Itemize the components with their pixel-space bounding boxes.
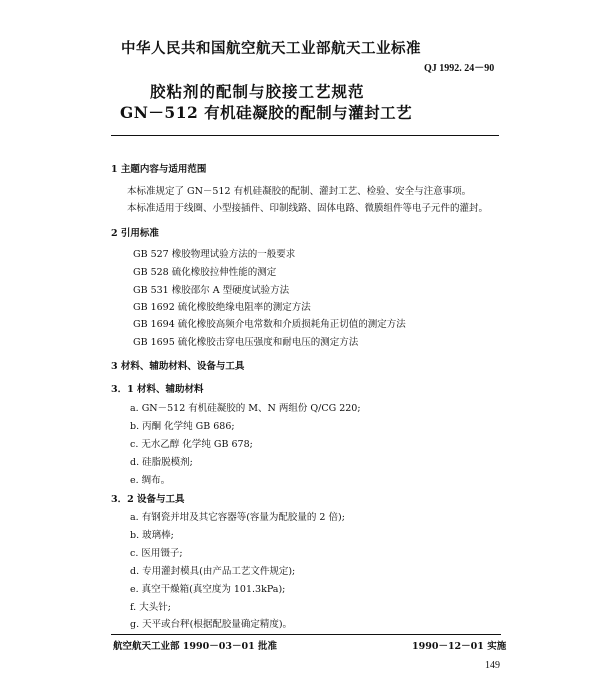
section2-heading: 2 引用标准	[111, 228, 159, 239]
header-divider	[111, 135, 499, 136]
section3-1-heading: 3．1 材料、辅助材料	[111, 384, 204, 395]
ref-item: GB 528 硫化橡胶拉伸性能的测定	[133, 267, 277, 278]
effective-date: 1990－12－01 实施	[412, 641, 507, 652]
material-item: b. 丙酮 化学纯 GB 686;	[130, 421, 235, 432]
equipment-item: g. 天平或台秤(根据配胶量确定精度)。	[130, 619, 293, 630]
section1-line2: 本标准适用于线圈、小型接插件、印制线路、固体电路、微膜组件等电子元件的灌封。	[127, 203, 489, 214]
equipment-item: b. 玻璃棒;	[130, 530, 174, 541]
equipment-item: a. 有钢瓷并坩及其它容器等(容量为配胶量的 2 倍);	[130, 512, 345, 523]
section1-line1: 本标准规定了 GN－512 有机硅凝胶的配制、灌封工艺、检验、安全与注意事项。	[127, 186, 472, 197]
document-title-line2: GN－512 有机硅凝胶的配制与灌封工艺	[120, 103, 413, 122]
equipment-item: d. 专用灌封模具(由产品工艺文件规定);	[130, 566, 296, 577]
ref-item: GB 1695 硫化橡胶击穿电压强度和耐电压的测定方法	[133, 337, 359, 348]
document-title-line1: 胶粘剂的配制与胶接工艺规范	[150, 82, 365, 101]
ref-item: GB 531 橡胶邵尔 A 型硬度试验方法	[133, 285, 290, 296]
section1-heading: 1 主题内容与适用范围	[111, 164, 207, 175]
material-item: a. GN－512 有机硅凝胶的 M、N 两组份 Q/CG 220;	[130, 403, 361, 414]
material-item: d. 硅脂脱模剂;	[130, 457, 193, 468]
ref-item: GB 527 橡胶物理试验方法的一般要求	[133, 249, 296, 260]
material-item: e. 绸布。	[130, 475, 171, 486]
material-item: c. 无水乙醇 化学纯 GB 678;	[130, 439, 253, 450]
issuer-title: 中华人民共和国航空航天工业部航天工业标准	[121, 40, 421, 57]
ref-item: GB 1692 硫化橡胶绝缘电阻率的测定方法	[133, 302, 311, 313]
standard-number: QJ 1992. 24－90	[424, 63, 495, 74]
footer-divider	[111, 634, 501, 635]
equipment-item: e. 真空干燥箱(真空度为 101.3kPa);	[130, 584, 286, 595]
page-number: 149	[485, 660, 500, 671]
section3-heading: 3 材料、辅助材料、设备与工具	[111, 361, 245, 372]
ref-item: GB 1694 硫化橡胶高频介电常数和介质损耗角正切值的测定方法	[133, 319, 406, 330]
section3-2-heading: 3．2 设备与工具	[111, 494, 185, 505]
equipment-item: c. 医用镊子;	[130, 548, 183, 559]
equipment-item: f. 大头针;	[130, 602, 171, 613]
approval-date: 航空航天工业部 1990－03－01 批准	[113, 641, 277, 652]
